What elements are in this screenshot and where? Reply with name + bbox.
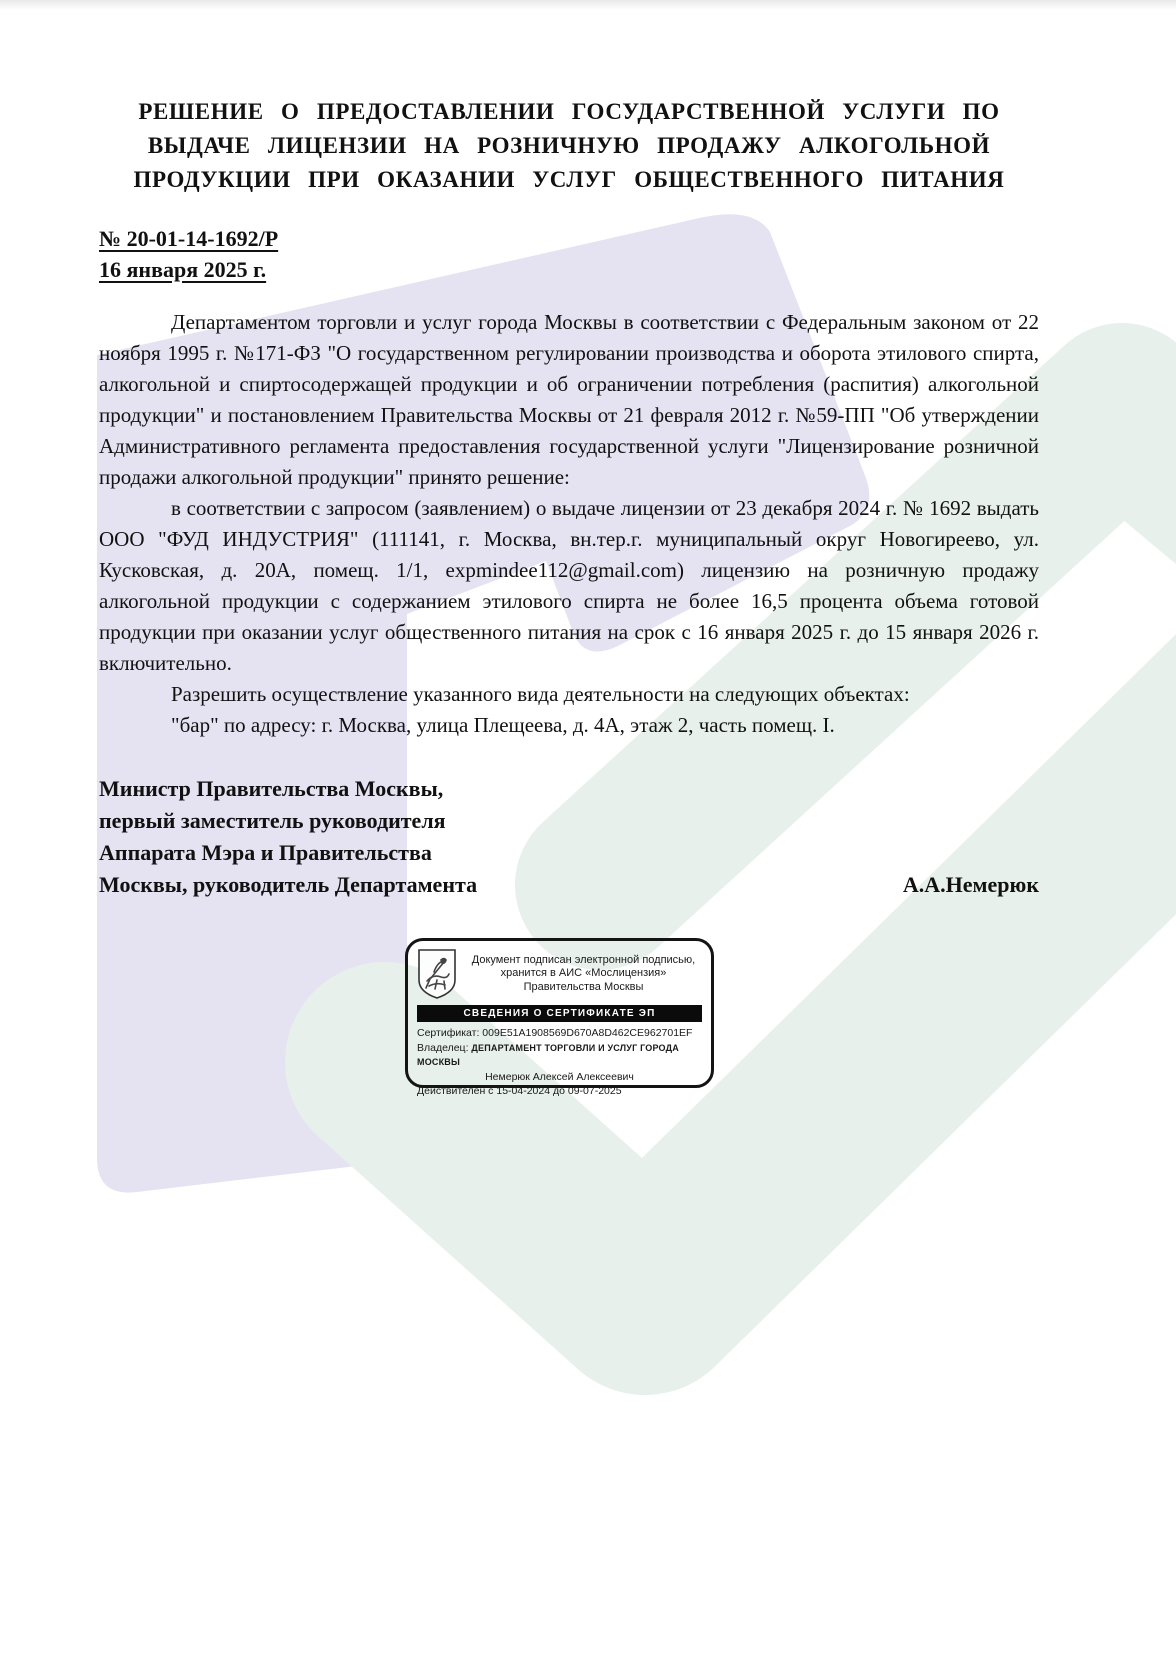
title-line-1: РЕШЕНИЕ О ПРЕДОСТАВЛЕНИИ ГОСУДАРСТВЕННОЙ УСЛУГИ ПО [138,99,1000,124]
signer-position-line-4: Москвы, руководитель Департамента [99,872,478,897]
stamp-line-3: Правительства Москвы [523,980,644,993]
paragraph-1: Департаментом торговли и услуг города Москвы в соответствии с Федеральным законом от 22 ноября 1995 г. №171-ФЗ "О государственном регулировании производства и оборота этилового спирта, алкогольной и спиртосодержащей продукции и об ограничении потребления (распития) алкогольной продукции" и постановлением Правительства Москвы от 21 февраля 2012 г. №59-ПП "Об утверждении Административного регламента предоставления государственной услуги "Лицензирование розничной продажи алкогольной продукции" принято решение: [99,310,1039,489]
moscow-coat-of-arms-icon [417,948,457,1000]
signer-position-line-3: Аппарата Мэра и Правительства [99,840,432,865]
stamp-line-1: Документ подписан электронной подписью, [471,953,696,966]
signer-name: А.А.Немерюк [902,872,1039,897]
owner-person: Немерюк Алексей Алексеевич [485,1070,634,1083]
signer-position-line-2: первый заместитель руководителя [99,808,446,833]
paragraph-2: в соответствии с запросом (заявлением) о выдаче лицензии от 23 декабря 2024 г. № 1692 выдать ООО "ФУД ИНДУСТРИЯ" (111141, г. Москва, вн.тер.г. муниципальный округ Новогиреево, ул. Кусковская, д. 20А, помещ. 1/1, expmindee112@gmail.com) лицензию на розничную продажу алкогольной продукции с содержанием этилового спирта не более 16,5 процента объема готовой продукции при оказании услуг общественного питания на срок с 16 января 2025 г. до 15 января 2026 г. включительно. [99,496,1039,675]
document-number: № 20-01-14-1692/Р [99,226,279,251]
owner-row: Владелец: ДЕПАРТАМЕНТ ТОРГОВЛИ И УСЛУГ ГОРОДА МОСКВЫ [417,1041,679,1067]
certificate-section-title: СВЕДЕНИЯ О СЕРТИФИКАТЕ ЭП [417,1005,702,1022]
document-body [99,307,1039,741]
title-line-3: ПРОДУКЦИИ ПРИ ОКАЗАНИИ УСЛУГ ОБЩЕСТВЕННОГО ПИТАНИЯ [133,167,1005,192]
title-line-2: ВЫДАЧЕ ЛИЦЕНЗИИ НА РОЗНИЧНУЮ ПРОДАЖУ АЛКОГОЛЬНОЙ [147,133,991,158]
signer-position-line-1: Министр Правительства Москвы, [99,776,444,801]
validity-row: Действителен с 15-04-2024 до 09-07-2025 [417,1085,622,1097]
certificate-value: 009E51A1908569D670A8D462CE962701EF [482,1027,693,1039]
certificate-row: Сертификат: 009E51A1908569D670A8D462CE962701EF [417,1027,693,1039]
certificate-info [408,1024,711,1103]
stamp-header-text [465,954,702,995]
signature-block [99,773,1039,901]
document-title [99,95,1039,197]
document-date: 16 января 2025 г. [99,257,267,282]
stamp-line-2: хранится в АИС «Мослицензия» [500,967,667,980]
owner-value: ДЕПАРТАМЕНТ ТОРГОВЛИ И УСЛУГ ГОРОДА МОСКВЫ [417,1042,679,1067]
document-number-block [99,223,1039,285]
electronic-signature-stamp [405,938,714,1097]
paragraph-4: "бар" по адресу: г. Москва, улица Плещеева, д. 4А, этаж 2, часть помещ. I. [171,713,835,737]
paragraph-3: Разрешить осуществление указанного вида деятельности на следующих объектах: [171,682,910,706]
